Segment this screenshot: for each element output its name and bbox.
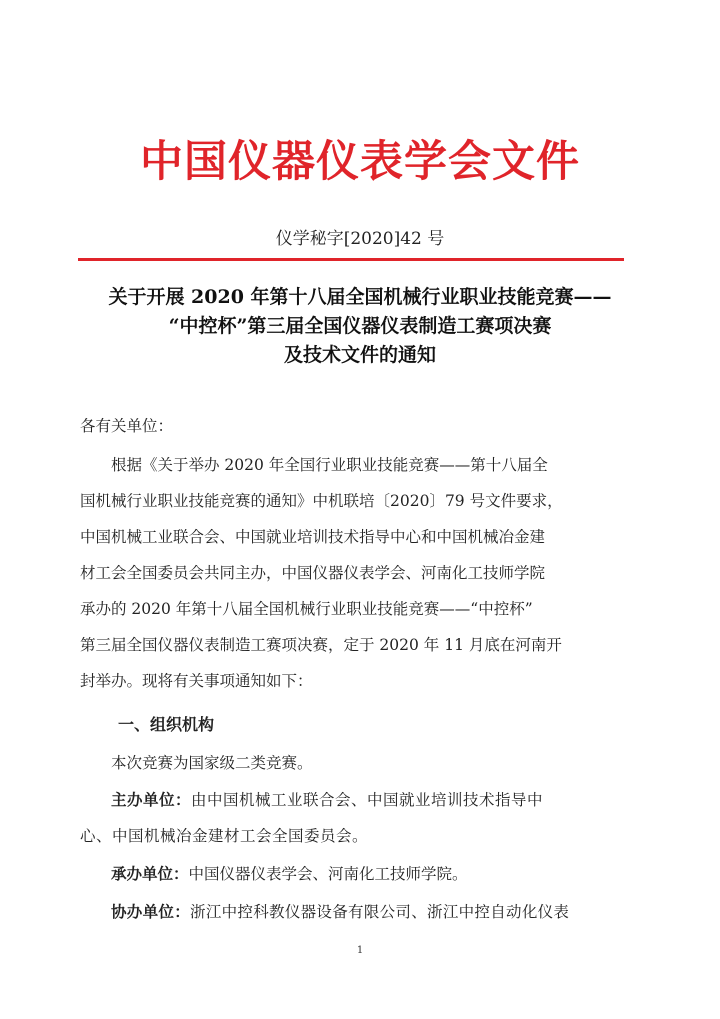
- cohost-text: 浙江中控科教仪器设备有限公司、浙江中控自动化仪表: [190, 903, 570, 921]
- competition-grade: 本次竞赛为国家级二类竞赛。: [111, 754, 313, 772]
- host-label: 承办单位：: [111, 865, 189, 883]
- title-line-2: “中控杯”第三届全国仪器仪表制造工赛项决赛: [168, 315, 552, 337]
- paragraph-line: 材工会全国委员会共同主办，中国仪器仪表学会、河南化工技师学院: [80, 564, 546, 582]
- salutation: 各有关单位：: [80, 417, 174, 435]
- paragraph-line: 第三届全国仪器仪表制造工赛项决赛，定于 2020 年 11 月底在河南开: [80, 636, 562, 654]
- title-line-3: 及技术文件的通知: [283, 344, 436, 366]
- paragraph-line: 中国机械工业联合会、中国就业培训技术指导中心和中国机械冶金建: [80, 528, 546, 546]
- red-divider-line: [78, 258, 624, 261]
- document-number: 仪学秘字[2020]42 号: [275, 229, 445, 249]
- cohost-paragraph: [80, 894, 656, 930]
- organizer-text: 由中国机械工业联合会、中国就业培训技术指导中: [191, 791, 544, 809]
- section-heading-organization: 一、组织机构: [118, 715, 215, 734]
- masthead-title: 中国仪器仪表学会文件: [140, 137, 580, 187]
- cohost-label: 协办单位：: [111, 903, 191, 921]
- paragraph-line: 根据《关于举办 2020 年全国行业职业技能竞赛——第十八届全: [111, 456, 548, 474]
- paragraph-line: 承办的 2020 年第十八届全国机械行业职业技能竞赛——“中控杯”: [80, 600, 533, 618]
- organizer-text-continued: 心、中国机械冶金建材工会全国委员会。: [80, 827, 369, 845]
- organizer-label: 主办单位：: [111, 791, 192, 809]
- title-line-1: 关于开展 2020 年第十八届全国机械行业职业技能竞赛——: [108, 286, 612, 308]
- host-paragraph: [80, 856, 656, 892]
- paragraph-line: 封举办。现将有关事项通知如下：: [80, 672, 313, 690]
- host-text: 中国仪器仪表学会、河南化工技师学院。: [188, 865, 468, 883]
- main-paragraph: [80, 447, 656, 699]
- notice-title: [0, 283, 720, 370]
- organizer-paragraph: [80, 782, 656, 854]
- page-number: 1: [356, 945, 364, 956]
- paragraph-line: 国机械行业职业技能竞赛的通知》中机联培〔2020〕79 号文件要求，: [80, 492, 563, 510]
